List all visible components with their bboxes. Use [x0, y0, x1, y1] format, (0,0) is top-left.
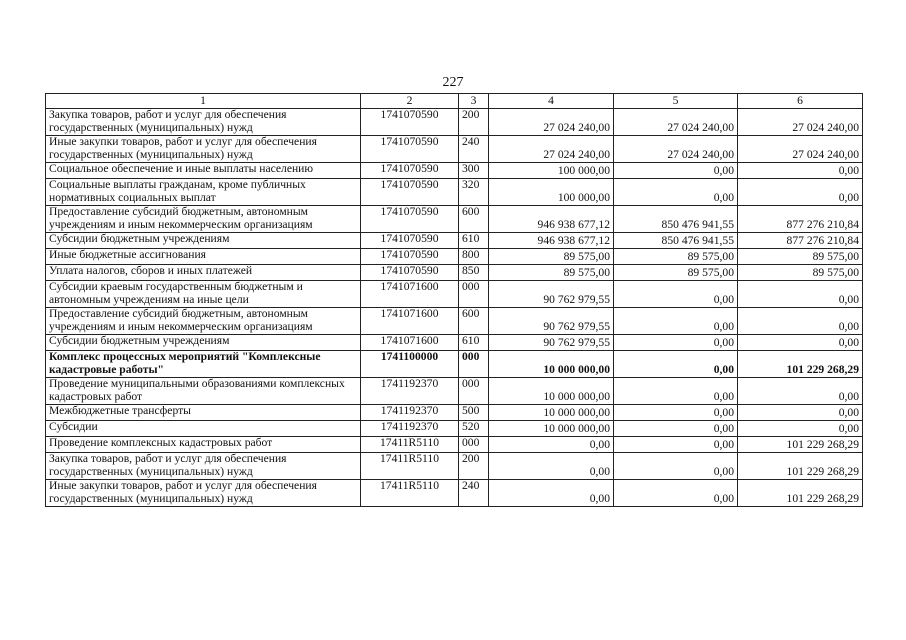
row-type-cell: 600: [459, 308, 489, 335]
row-value-4-cell: 946 938 677,12: [489, 233, 614, 249]
row-value-4-cell: 27 024 240,00: [489, 136, 614, 163]
row-value-4-cell: 10 000 000,00: [489, 405, 614, 421]
row-value-6-cell: 877 276 210,84: [738, 233, 863, 249]
row-value-5-cell: 27 024 240,00: [614, 136, 738, 163]
column-header-2: 2: [361, 94, 459, 109]
row-name-cell: Предоставление субсидий бюджетным, автономным учреждениям и иным некоммерческим организациям: [46, 206, 361, 233]
row-name-cell: Иные закупки товаров, работ и услуг для обеспечения государственных (муниципальных) нужд: [46, 480, 361, 507]
row-type-cell: 610: [459, 335, 489, 351]
row-name-cell: Иные закупки товаров, работ и услуг для обеспечения государственных (муниципальных) нужд: [46, 136, 361, 163]
row-type-cell: 800: [459, 249, 489, 265]
table-row: [46, 480, 863, 507]
row-type-cell: 240: [459, 136, 489, 163]
budget-table-body: [46, 94, 863, 507]
row-value-5-cell: 850 476 941,55: [614, 206, 738, 233]
row-value-5-cell: 0,00: [614, 437, 738, 453]
row-value-5-cell: 0,00: [614, 179, 738, 206]
row-name-cell: Межбюджетные трансферты: [46, 405, 361, 421]
row-type-cell: 200: [459, 109, 489, 136]
row-value-5-cell: 89 575,00: [614, 265, 738, 281]
row-value-5-cell: 0,00: [614, 405, 738, 421]
column-header-3: 3: [459, 94, 489, 109]
row-code-cell: 17411R5110: [361, 453, 459, 480]
row-value-6-cell: 89 575,00: [738, 249, 863, 265]
row-value-6-cell: 101 229 268,29: [738, 351, 863, 378]
row-code-cell: 1741070590: [361, 249, 459, 265]
row-name-cell: Закупка товаров, работ и услуг для обеспечения государственных (муниципальных) нужд: [46, 453, 361, 480]
column-header-1: 1: [46, 94, 361, 109]
table-row: [46, 163, 863, 179]
row-value-6-cell: 101 229 268,29: [738, 480, 863, 507]
row-value-4-cell: 100 000,00: [489, 163, 614, 179]
row-code-cell: 1741070590: [361, 265, 459, 281]
table-row: [46, 308, 863, 335]
row-type-cell: 520: [459, 421, 489, 437]
row-code-cell: 1741192370: [361, 405, 459, 421]
row-name-cell: Комплекс процессных мероприятий "Комплексные кадастровые работы": [46, 351, 361, 378]
row-value-4-cell: 0,00: [489, 453, 614, 480]
row-type-cell: 200: [459, 453, 489, 480]
budget-table: [45, 93, 863, 507]
column-header-6: 6: [738, 94, 863, 109]
row-code-cell: 17411R5110: [361, 480, 459, 507]
row-value-4-cell: 10 000 000,00: [489, 421, 614, 437]
row-code-cell: 1741071600: [361, 335, 459, 351]
row-value-5-cell: 0,00: [614, 281, 738, 308]
row-value-4-cell: 0,00: [489, 437, 614, 453]
row-value-6-cell: 27 024 240,00: [738, 109, 863, 136]
row-type-cell: 000: [459, 351, 489, 378]
row-type-cell: 000: [459, 378, 489, 405]
row-value-6-cell: 0,00: [738, 163, 863, 179]
table-row: [46, 206, 863, 233]
row-code-cell: 1741070590: [361, 233, 459, 249]
row-type-cell: 850: [459, 265, 489, 281]
row-name-cell: Социальное обеспечение и иные выплаты населению: [46, 163, 361, 179]
page-number: 227: [442, 75, 464, 90]
row-value-4-cell: 0,00: [489, 480, 614, 507]
row-value-4-cell: 89 575,00: [489, 249, 614, 265]
row-value-4-cell: 10 000 000,00: [489, 378, 614, 405]
row-type-cell: 300: [459, 163, 489, 179]
row-value-5-cell: 0,00: [614, 453, 738, 480]
row-value-5-cell: 0,00: [614, 378, 738, 405]
row-name-cell: Проведение муниципальными образованиями комплексных кадастровых работ: [46, 378, 361, 405]
table-row: [46, 281, 863, 308]
row-name-cell: Уплата налогов, сборов и иных платежей: [46, 265, 361, 281]
row-code-cell: 1741070590: [361, 163, 459, 179]
row-value-4-cell: 90 762 979,55: [489, 308, 614, 335]
row-code-cell: 1741192370: [361, 421, 459, 437]
row-code-cell: 17411R5110: [361, 437, 459, 453]
table-row: [46, 136, 863, 163]
row-code-cell: 1741070590: [361, 109, 459, 136]
column-header-5: 5: [614, 94, 738, 109]
row-type-cell: 600: [459, 206, 489, 233]
row-type-cell: 000: [459, 437, 489, 453]
row-name-cell: Предоставление субсидий бюджетным, автономным учреждениям и иным некоммерческим организациям: [46, 308, 361, 335]
row-value-4-cell: 10 000 000,00: [489, 351, 614, 378]
row-value-5-cell: 0,00: [614, 308, 738, 335]
row-type-cell: 000: [459, 281, 489, 308]
row-value-5-cell: 0,00: [614, 351, 738, 378]
row-value-5-cell: 0,00: [614, 163, 738, 179]
row-type-cell: 320: [459, 179, 489, 206]
row-value-5-cell: 89 575,00: [614, 249, 738, 265]
row-name-cell: Субсидии бюджетным учреждениям: [46, 233, 361, 249]
table-header-row: [46, 94, 863, 109]
row-value-6-cell: 101 229 268,29: [738, 453, 863, 480]
row-code-cell: 1741071600: [361, 281, 459, 308]
row-code-cell: 1741100000: [361, 351, 459, 378]
row-value-4-cell: 100 000,00: [489, 179, 614, 206]
row-value-6-cell: 0,00: [738, 308, 863, 335]
row-value-6-cell: 0,00: [738, 421, 863, 437]
table-row: [46, 335, 863, 351]
table-row: [46, 265, 863, 281]
row-value-4-cell: 89 575,00: [489, 265, 614, 281]
table-row: [46, 421, 863, 437]
row-value-5-cell: 0,00: [614, 421, 738, 437]
column-header-4: 4: [489, 94, 614, 109]
row-value-5-cell: 0,00: [614, 480, 738, 507]
row-value-4-cell: 946 938 677,12: [489, 206, 614, 233]
row-value-5-cell: 0,00: [614, 335, 738, 351]
row-value-6-cell: 27 024 240,00: [738, 136, 863, 163]
table-row: [46, 109, 863, 136]
row-code-cell: 1741070590: [361, 179, 459, 206]
row-value-6-cell: 101 229 268,29: [738, 437, 863, 453]
row-value-4-cell: 27 024 240,00: [489, 109, 614, 136]
table-row: [46, 249, 863, 265]
row-name-cell: Проведение комплексных кадастровых работ: [46, 437, 361, 453]
row-type-cell: 500: [459, 405, 489, 421]
row-name-cell: Закупка товаров, работ и услуг для обеспечения государственных (муниципальных) нужд: [46, 109, 361, 136]
row-value-4-cell: 90 762 979,55: [489, 335, 614, 351]
row-value-6-cell: 0,00: [738, 179, 863, 206]
table-row: [46, 351, 863, 378]
row-name-cell: Иные бюджетные ассигнования: [46, 249, 361, 265]
row-name-cell: Субсидии краевым государственным бюджетным и автономным учреждениям на иные цели: [46, 281, 361, 308]
row-value-4-cell: 90 762 979,55: [489, 281, 614, 308]
row-value-5-cell: 850 476 941,55: [614, 233, 738, 249]
table-row: [46, 378, 863, 405]
row-name-cell: Субсидии бюджетным учреждениям: [46, 335, 361, 351]
row-name-cell: Субсидии: [46, 421, 361, 437]
table-row: [46, 405, 863, 421]
row-value-5-cell: 27 024 240,00: [614, 109, 738, 136]
row-code-cell: 1741070590: [361, 136, 459, 163]
table-row: [46, 453, 863, 480]
row-code-cell: 1741070590: [361, 206, 459, 233]
table-row: [46, 437, 863, 453]
table-row: [46, 179, 863, 206]
row-value-6-cell: 0,00: [738, 281, 863, 308]
table-row: [46, 233, 863, 249]
row-code-cell: 1741071600: [361, 308, 459, 335]
row-value-6-cell: 877 276 210,84: [738, 206, 863, 233]
row-name-cell: Социальные выплаты гражданам, кроме публичных нормативных социальных выплат: [46, 179, 361, 206]
row-type-cell: 240: [459, 480, 489, 507]
row-value-6-cell: 0,00: [738, 378, 863, 405]
row-value-6-cell: 0,00: [738, 405, 863, 421]
row-value-6-cell: 89 575,00: [738, 265, 863, 281]
row-code-cell: 1741192370: [361, 378, 459, 405]
row-value-6-cell: 0,00: [738, 335, 863, 351]
row-type-cell: 610: [459, 233, 489, 249]
